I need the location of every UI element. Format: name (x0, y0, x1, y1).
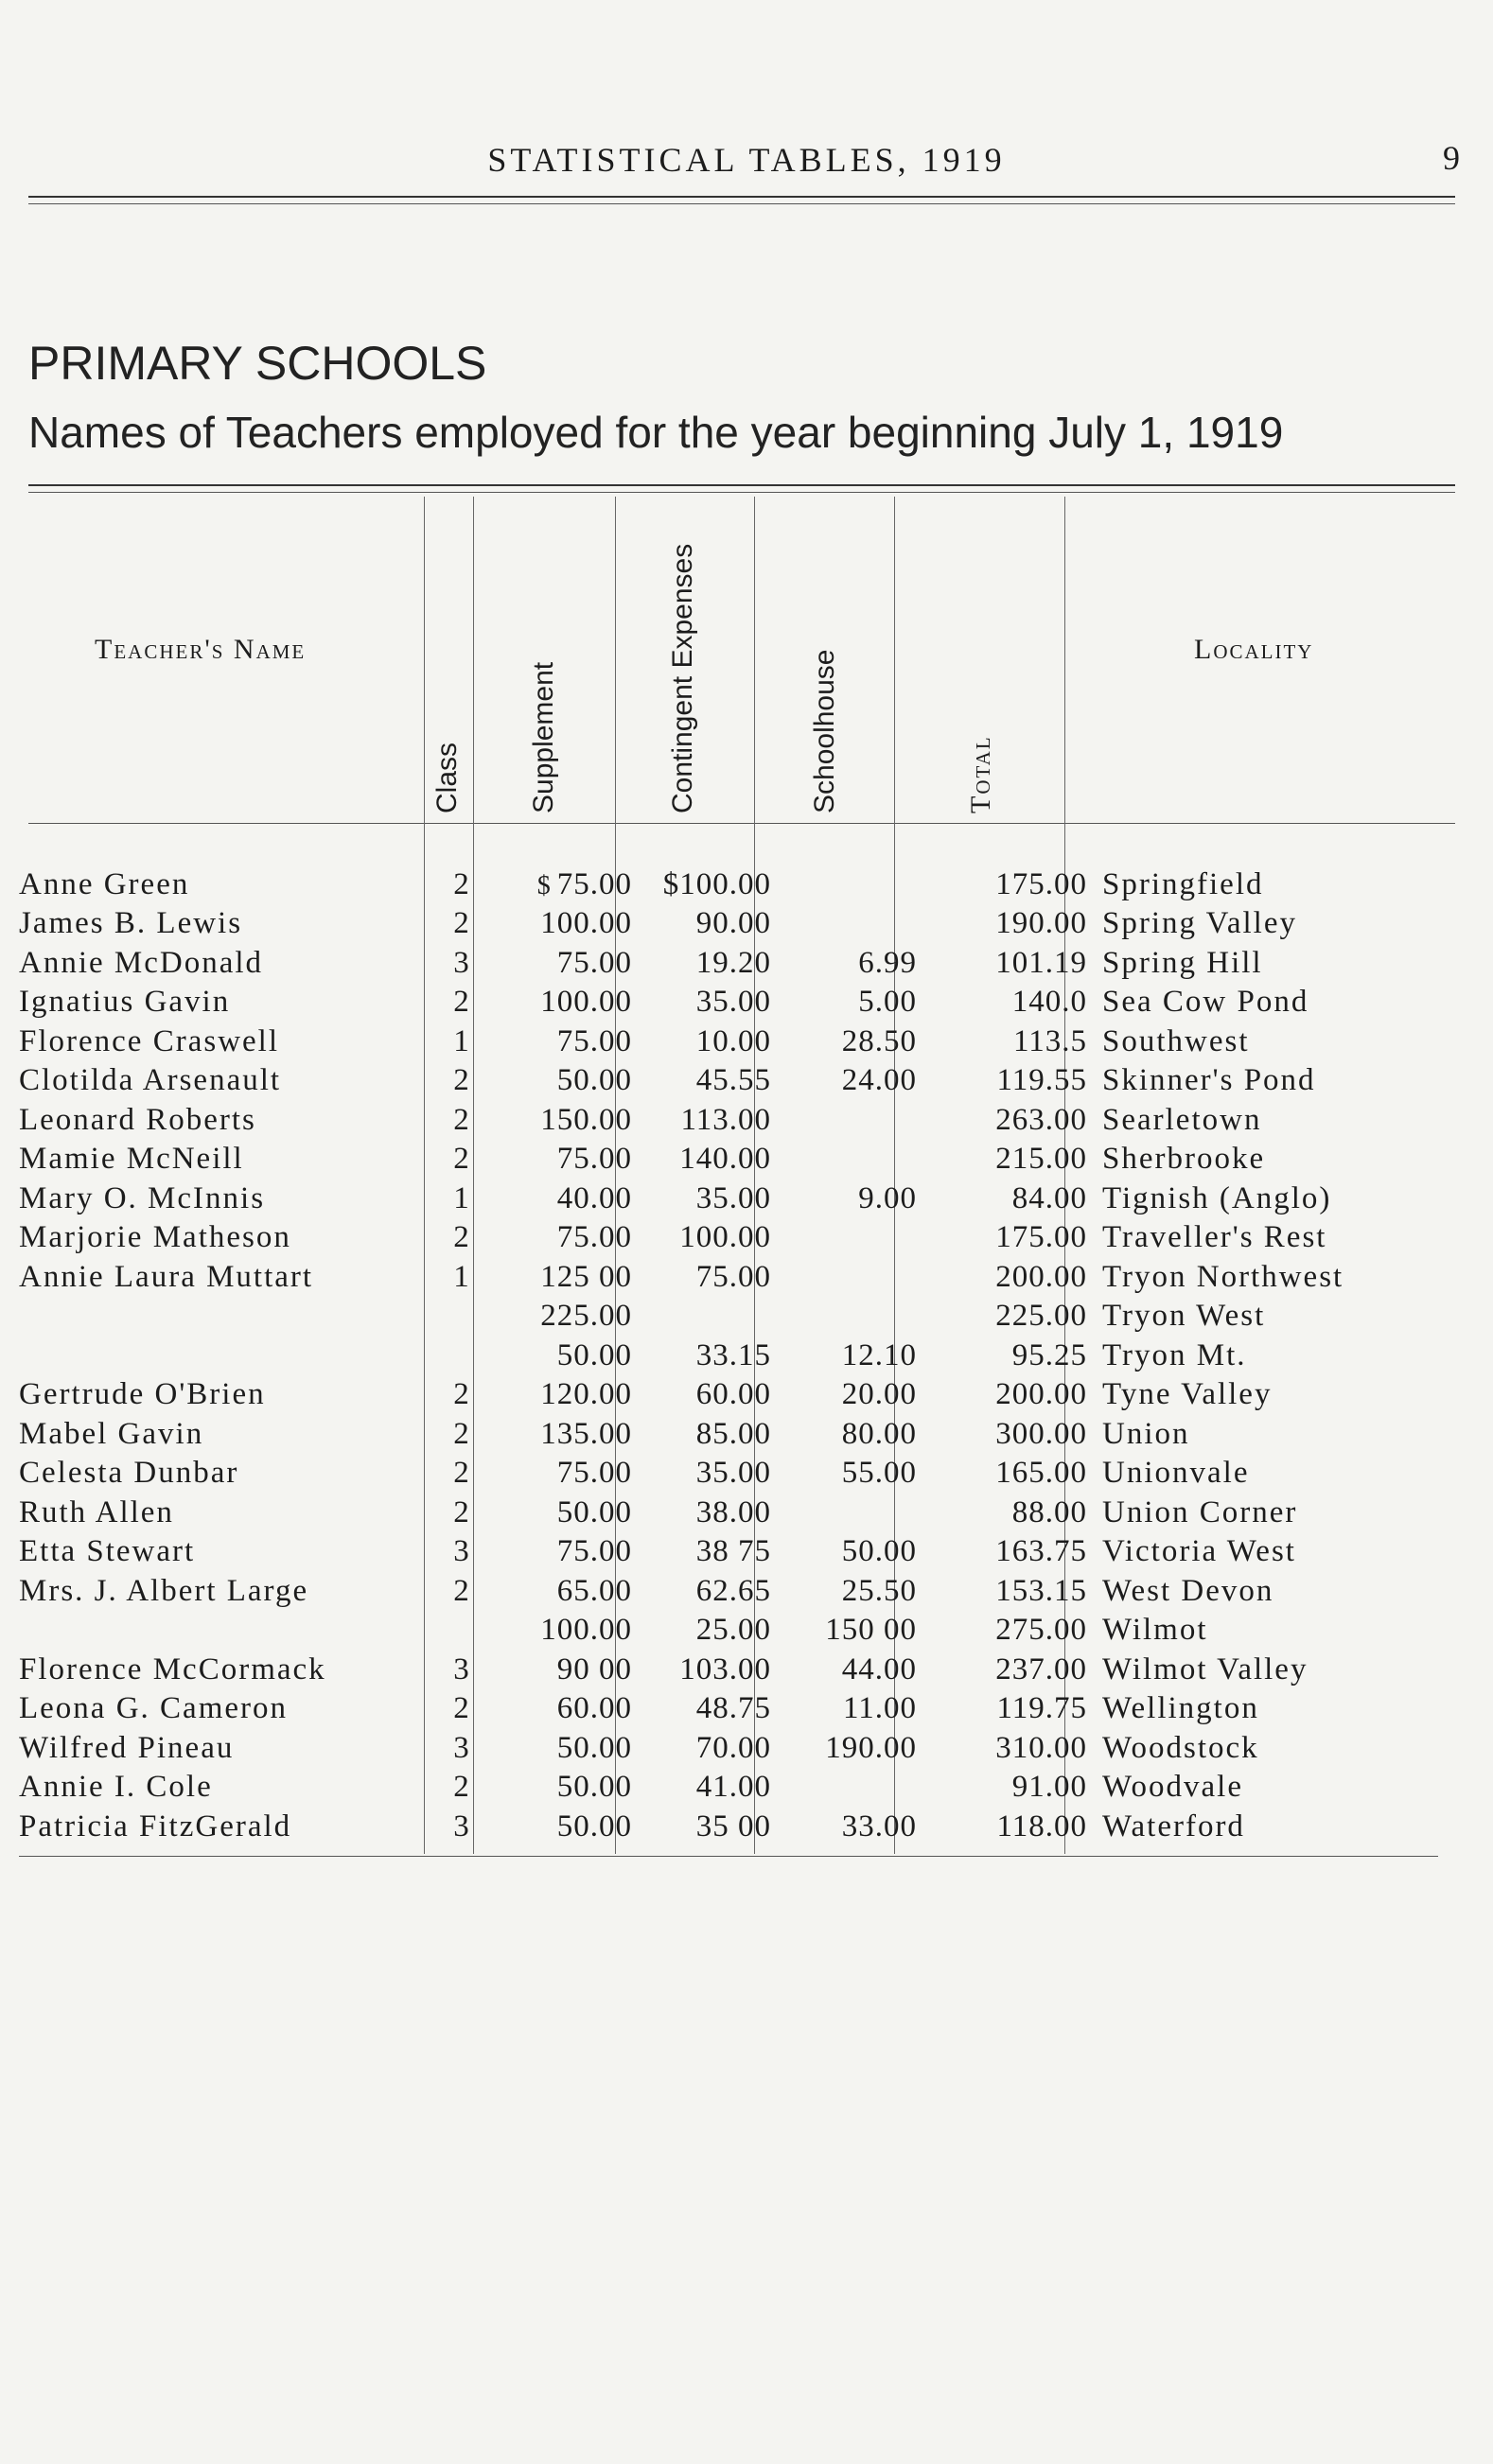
table-row (0, 1177, 1344, 1216)
header-teachers-name: Teacher's Name (95, 634, 307, 665)
table-bottom-rule (19, 1856, 1438, 1857)
cell-name: Annie Laura Muttart (19, 1259, 314, 1294)
cell-contingent: $100.00 (662, 866, 771, 901)
cell-total: 300.00 (995, 1416, 1087, 1451)
header-schoolhouse: Schoolhouse (809, 649, 840, 813)
cell-name: James B. Lewis (19, 906, 243, 940)
cell-total: 88.00 (1011, 1494, 1087, 1529)
supplement-value: 75.00 (556, 866, 632, 901)
cell-supplement: 50.00 (556, 1494, 632, 1529)
cell-locality: Spring Hill (1102, 945, 1263, 980)
cell-supplement: 135.00 (540, 1416, 632, 1451)
table-row (0, 1609, 1344, 1649)
cell-schoolhouse: 24.00 (841, 1063, 917, 1097)
table-row (0, 1295, 1344, 1335)
cell-schoolhouse: 5.00 (858, 985, 917, 1019)
cell-schoolhouse: 28.50 (841, 1023, 917, 1058)
cell-supplement: 75.00 (556, 1142, 632, 1176)
cell-locality: Unionvale (1102, 1456, 1250, 1490)
cell-total: 84.00 (1011, 1180, 1087, 1215)
cell-supplement: 50.00 (556, 1063, 632, 1097)
cell-contingent: 35.00 (695, 1456, 771, 1490)
cell-supplement: 150.00 (540, 1102, 632, 1137)
cell-class (430, 1334, 492, 1373)
cell-name: Anne Green (19, 866, 190, 901)
header-class: Class (431, 742, 463, 813)
cell-class: 2 (453, 906, 469, 940)
cell-total: 113.5 (1012, 1023, 1087, 1058)
cell-contingent: 70.00 (695, 1730, 771, 1765)
table-row (0, 1766, 1344, 1806)
cell-contingent: 35.00 (695, 1180, 771, 1215)
table-row (0, 1216, 1344, 1256)
cell-class: 2 (453, 1456, 469, 1490)
cell-supplement: 100.00 (540, 1613, 632, 1647)
header-rule (28, 196, 1455, 198)
cell-contingent: 75.00 (695, 1259, 771, 1294)
cell-name: Gertrude O'Brien (19, 1377, 266, 1411)
running-title: STATISTICAL TABLES, 1919 (487, 141, 1006, 179)
cell-contingent: 85.00 (695, 1416, 771, 1451)
cell-supplement: 50.00 (556, 1730, 632, 1765)
cell-schoolhouse (784, 1138, 926, 1178)
cell-total: 225.00 (995, 1299, 1087, 1333)
cell-name (0, 1295, 430, 1335)
cell-locality: Sea Cow Pond (1102, 985, 1309, 1019)
cell-supplement: 60.00 (556, 1691, 632, 1725)
cell-schoolhouse: 50.00 (841, 1534, 917, 1568)
cell-supplement: 75.00 (556, 1023, 632, 1058)
cell-total: 140.0 (1011, 985, 1087, 1019)
cell-class: 2 (453, 1063, 469, 1097)
cell-locality: Tryon Northwest (1102, 1259, 1344, 1294)
table-row (0, 1059, 1344, 1099)
cell-supplement: 100.00 (540, 985, 632, 1019)
cell-supplement: 50.00 (556, 1809, 632, 1844)
cell-total: 163.75 (995, 1534, 1087, 1568)
header-supplement: Supplement (528, 661, 559, 813)
cell-total: 175.00 (995, 866, 1087, 901)
cell-schoolhouse: 150 00 (825, 1613, 917, 1647)
table-row (0, 1648, 1344, 1687)
cell-name: Mamie McNeill (19, 1142, 244, 1176)
cell-class: 3 (453, 1534, 469, 1568)
cell-locality: Woodvale (1102, 1770, 1243, 1804)
cell-name: Ruth Allen (19, 1494, 174, 1529)
cell-total: 200.00 (995, 1259, 1087, 1294)
cell-class: 2 (453, 1573, 469, 1608)
cell-contingent: 38 75 (695, 1534, 771, 1568)
table-row (0, 863, 1344, 902)
cell-supplement: 75.00 (556, 1220, 632, 1254)
cell-name: Leonard Roberts (19, 1102, 256, 1137)
cell-locality: Southwest (1102, 1023, 1250, 1058)
cell-total: 263.00 (995, 1102, 1087, 1137)
cell-class: 2 (453, 1142, 469, 1176)
table-row (0, 1373, 1344, 1413)
table-row (0, 1138, 1344, 1178)
cell-total: 175.00 (995, 1220, 1087, 1254)
cell-contingent: 19.20 (695, 945, 771, 980)
cell-class (430, 1295, 492, 1335)
cell-name: Clotilda Arsenault (19, 1063, 282, 1097)
cell-class: 2 (453, 1770, 469, 1804)
table-row (0, 1569, 1344, 1609)
cell-locality: Wilmot (1102, 1613, 1208, 1647)
header-rule-thin (28, 203, 1455, 204)
header-total: Total (965, 735, 996, 813)
cell-schoolhouse: 25.50 (841, 1573, 917, 1608)
table-row (0, 1452, 1344, 1492)
table-row (0, 1491, 1344, 1530)
cell-total: 310.00 (995, 1730, 1087, 1765)
cell-total: 200.00 (995, 1377, 1087, 1411)
title-rule-thin (28, 492, 1455, 493)
cell-schoolhouse (784, 1295, 926, 1335)
cell-supplement (492, 863, 641, 902)
cell-supplement: 225.00 (540, 1299, 632, 1333)
cell-name: Celesta Dunbar (19, 1456, 239, 1490)
cell-contingent: 38.00 (695, 1494, 771, 1529)
cell-contingent: 25.00 (695, 1613, 771, 1647)
cell-class: 2 (453, 866, 469, 901)
cell-supplement: 40.00 (556, 1180, 632, 1215)
cell-total: 118.00 (996, 1809, 1087, 1844)
table-row (0, 941, 1344, 981)
cell-name: Leona G. Cameron (19, 1691, 288, 1725)
table-row (0, 1334, 1344, 1373)
cell-name: Ignatius Gavin (19, 985, 231, 1019)
cell-locality: Union Corner (1102, 1494, 1298, 1529)
cell-locality: Springfield (1102, 866, 1264, 901)
cell-contingent: 35.00 (695, 985, 771, 1019)
header-locality: Locality (1194, 634, 1314, 665)
cell-name: Annie McDonald (19, 945, 264, 980)
cell-locality: Wellington (1102, 1691, 1259, 1725)
cell-locality: Sherbrooke (1102, 1142, 1266, 1176)
page-number: 9 (1443, 139, 1460, 177)
cell-contingent: 90.00 (695, 906, 771, 940)
header-bottom-rule (28, 823, 1455, 824)
cell-total: 237.00 (995, 1651, 1087, 1686)
cell-schoolhouse: 9.00 (858, 1180, 917, 1215)
cell-locality: Tyne Valley (1102, 1377, 1273, 1411)
cell-total: 190.00 (995, 906, 1087, 940)
cell-total: 119.55 (996, 1063, 1087, 1097)
cell-supplement: 75.00 (556, 945, 632, 980)
cell-contingent: 35 00 (695, 1809, 771, 1844)
table-row (0, 1098, 1344, 1138)
cell-class: 3 (453, 1730, 469, 1765)
cell-class: 2 (453, 985, 469, 1019)
cell-contingent: 48.75 (695, 1691, 771, 1725)
cell-contingent (641, 1295, 784, 1335)
cell-contingent: 113.00 (680, 1102, 771, 1137)
section-title: PRIMARY SCHOOLS (28, 337, 487, 390)
cell-supplement: 125 00 (540, 1259, 632, 1294)
cell-schoolhouse (784, 1491, 926, 1530)
table-row (0, 1805, 1344, 1844)
cell-class: 2 (453, 1220, 469, 1254)
cell-class (430, 1609, 492, 1649)
table-row (0, 1020, 1344, 1059)
cell-locality: Searletown (1102, 1102, 1262, 1137)
cell-class: 1 (453, 1023, 469, 1058)
cell-name: Marjorie Matheson (19, 1220, 291, 1254)
cell-locality: Victoria West (1102, 1534, 1296, 1568)
cell-contingent: 103.00 (679, 1651, 771, 1686)
cell-total: 275.00 (995, 1613, 1087, 1647)
cell-schoolhouse (784, 1255, 926, 1295)
cell-schoolhouse: 33.00 (841, 1809, 917, 1844)
header-contingent-expenses: Contingent Expenses (667, 543, 698, 813)
cell-contingent: 140.00 (679, 1142, 771, 1176)
cell-schoolhouse: 55.00 (841, 1456, 917, 1490)
cell-schoolhouse: 20.00 (841, 1377, 917, 1411)
cell-total: 119.75 (996, 1691, 1087, 1725)
cell-total: 215.00 (995, 1142, 1087, 1176)
cell-locality: Waterford (1102, 1809, 1245, 1844)
cell-schoolhouse (784, 863, 926, 902)
table-row (0, 1726, 1344, 1766)
cell-schoolhouse: 44.00 (841, 1651, 917, 1686)
cell-contingent: 10.00 (695, 1023, 771, 1058)
cell-total: 91.00 (1011, 1770, 1087, 1804)
table-row (0, 1530, 1344, 1570)
cell-locality: Tryon West (1102, 1299, 1266, 1333)
cell-locality: Tignish (Anglo) (1102, 1180, 1332, 1215)
cell-name (0, 1334, 430, 1373)
cell-schoolhouse (784, 1098, 926, 1138)
cell-contingent: 45.55 (695, 1063, 771, 1097)
cell-supplement: 50.00 (556, 1337, 632, 1372)
cell-name: Annie I. Cole (19, 1770, 213, 1804)
cell-name: Wilfred Pineau (19, 1730, 235, 1765)
cell-name: Mabel Gavin (19, 1416, 204, 1451)
cell-locality: Tryon Mt. (1102, 1337, 1247, 1372)
cell-contingent: 60.00 (695, 1377, 771, 1411)
cell-class: 3 (453, 945, 469, 980)
cell-name: Florence McCormack (19, 1651, 326, 1686)
cell-schoolhouse (784, 1216, 926, 1256)
cell-class: 3 (453, 1809, 469, 1844)
table-row (0, 902, 1344, 942)
cell-locality: West Devon (1102, 1573, 1274, 1608)
cell-schoolhouse: 11.00 (842, 1691, 917, 1725)
cell-schoolhouse: 80.00 (841, 1416, 917, 1451)
cell-locality: Woodstock (1102, 1730, 1259, 1765)
cell-supplement: 65.00 (556, 1573, 632, 1608)
cell-supplement: 90 00 (556, 1651, 632, 1686)
cell-name: Florence Craswell (19, 1023, 280, 1058)
cell-name: Mary O. McInnis (19, 1180, 266, 1215)
table-row (0, 1255, 1344, 1295)
cell-name: Etta Stewart (19, 1534, 196, 1568)
cell-schoolhouse: 12.10 (841, 1337, 917, 1372)
table-row (0, 981, 1344, 1021)
table-row (0, 1687, 1344, 1727)
cell-contingent: 33.15 (695, 1337, 771, 1372)
cell-total: 165.00 (995, 1456, 1087, 1490)
teachers-table (0, 863, 1344, 1844)
cell-class: 2 (453, 1377, 469, 1411)
cell-class: 2 (453, 1416, 469, 1451)
cell-name (0, 1609, 430, 1649)
cell-contingent: 62.65 (695, 1573, 771, 1608)
cell-locality: Spring Valley (1102, 906, 1297, 940)
cell-total: 95.25 (1011, 1337, 1087, 1372)
title-rule (28, 484, 1455, 486)
cell-supplement: 75.00 (556, 1456, 632, 1490)
cell-supplement: 120.00 (540, 1377, 632, 1411)
cell-schoolhouse: 190.00 (825, 1730, 917, 1765)
cell-name: Mrs. J. Albert Large (19, 1573, 309, 1608)
cell-schoolhouse: 6.99 (858, 945, 917, 980)
table-row (0, 1412, 1344, 1452)
cell-class: 2 (453, 1494, 469, 1529)
cell-schoolhouse (784, 902, 926, 942)
cell-contingent: 41.00 (695, 1770, 771, 1804)
cell-class: 1 (453, 1180, 469, 1215)
cell-locality: Union (1102, 1416, 1190, 1451)
cell-total: 153.15 (995, 1573, 1087, 1608)
cell-name: Patricia FitzGerald (19, 1809, 292, 1844)
cell-total: 101.19 (995, 945, 1087, 980)
cell-class: 2 (453, 1102, 469, 1137)
cell-supplement: 100.00 (540, 906, 632, 940)
cell-contingent: 100.00 (679, 1220, 771, 1254)
cell-class: 2 (453, 1691, 469, 1725)
cell-supplement: 50.00 (556, 1770, 632, 1804)
section-subtitle: Names of Teachers employed for the year beginning July 1, 1919 (28, 408, 1284, 457)
cell-locality: Traveller's Rest (1102, 1220, 1327, 1254)
cell-schoolhouse (784, 1766, 926, 1806)
cell-locality: Wilmot Valley (1102, 1651, 1309, 1686)
cell-supplement: 75.00 (556, 1534, 632, 1568)
cell-locality: Skinner's Pond (1102, 1063, 1316, 1097)
dollar-sign: $ (536, 870, 552, 900)
cell-class: 3 (453, 1651, 469, 1686)
cell-class: 1 (453, 1259, 469, 1294)
